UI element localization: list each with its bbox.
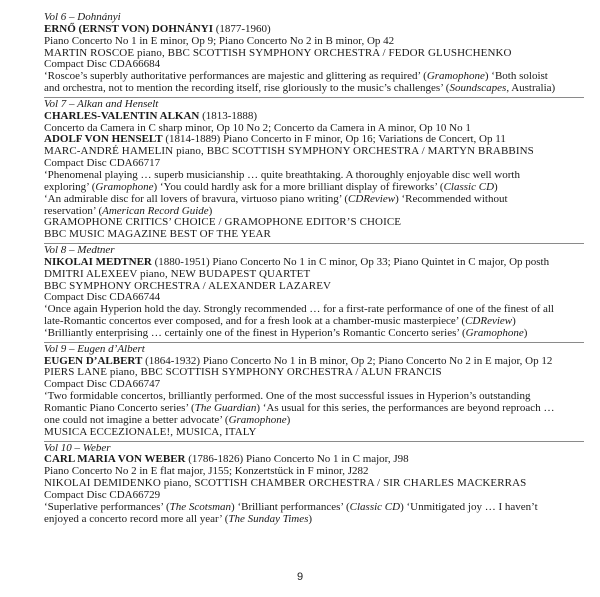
composer-line bbox=[44, 257, 584, 269]
composer-details: (1877-1960) bbox=[212, 22, 271, 35]
composer-name: ERNŐ (ERNST VON) DOHNÁNYI bbox=[44, 22, 213, 35]
divider-rule bbox=[44, 441, 584, 442]
composer-line bbox=[44, 111, 584, 123]
publication-name: The Scotsman bbox=[169, 500, 232, 513]
volume-entry bbox=[44, 342, 584, 439]
review-text: reservation’ ( bbox=[44, 204, 103, 217]
publication-name: CDReview bbox=[348, 192, 396, 205]
review-text: ) bbox=[523, 326, 528, 339]
divider-rule bbox=[44, 243, 584, 244]
composer-line bbox=[44, 24, 584, 36]
review-line bbox=[44, 83, 584, 95]
volume-entry bbox=[44, 441, 584, 526]
performers-line: MARC-ANDRÉ HAMELIN piano, BBC SCOTTISH SYMPHONY ORCHESTRA / MARTYN BRABBINS bbox=[44, 145, 534, 158]
review-text: ) ‘Both soloist bbox=[484, 70, 548, 83]
composer-name: EUGEN D’ALBERT bbox=[44, 354, 143, 367]
review-line bbox=[44, 415, 584, 427]
review-line bbox=[44, 514, 584, 526]
composer-details: (1880-1951) Piano Concerto No 1 in C minor, Op 33; Piano Quintet in C major, Op posth bbox=[151, 255, 550, 268]
review-line bbox=[44, 328, 584, 340]
review-text: Romantic Piano Concerto series’ ( bbox=[44, 402, 195, 414]
volume-entry bbox=[44, 243, 584, 340]
review-text: and orchestra, not to mention the recording itself, rise gloriously to the music’s challenges’ ( bbox=[44, 82, 450, 95]
performers-line: BBC SYMPHONY ORCHESTRA / ALEXANDER LAZAREV bbox=[44, 279, 332, 292]
volume-entry bbox=[44, 12, 584, 95]
volume-label: Vol 10 – Weber bbox=[44, 441, 111, 454]
award-line: MUSICA ECCEZIONALE!, MUSICA, ITALY bbox=[44, 425, 257, 438]
publication-name: The Guardian bbox=[194, 402, 257, 414]
review-text: ‘Superlative performances’ ( bbox=[44, 500, 170, 513]
works-line: Piano Concerto No 2 in E flat major, J155; Konzertstück in F minor, J282 bbox=[44, 465, 369, 478]
volume-label: Vol 9 – Eugen d’Albert bbox=[44, 342, 145, 355]
disc-number: Compact Disc CDA66729 bbox=[44, 488, 161, 501]
review-text: exploring’ ( bbox=[44, 180, 96, 193]
composer-name: CHARLES-VALENTIN ALKAN bbox=[44, 109, 200, 122]
composer-details: (1813-1888) bbox=[199, 109, 258, 122]
publication-name: The Sunday Times bbox=[228, 512, 309, 525]
disc-number: Compact Disc CDA66747 bbox=[44, 378, 161, 391]
composer-details: (1814-1889) Piano Concerto in F minor, Op 16; Variations de Concert, Op 11 bbox=[162, 133, 506, 146]
review-text: ‘An admirable disc for all lovers of bravura, virtuoso piano writing’ ( bbox=[44, 192, 349, 205]
review-text: ‘Two formidable concertos, brilliantly performed. One of the most successful issues in Hyperion’s outstanding bbox=[44, 390, 531, 403]
composer-details: (1864-1932) Piano Concerto No 1 in B minor, Op 2; Piano Concerto No 2 in E major, Op 12 bbox=[142, 354, 553, 367]
composer-name: NIKOLAI MEDTNER bbox=[44, 255, 152, 268]
publication-name: Gramophone bbox=[426, 70, 485, 83]
review-text: ) ‘As usual for this series, the performances are beyond reproach … bbox=[256, 402, 555, 414]
review-text: ) ‘Recommended without bbox=[395, 192, 508, 205]
performers-line: PIERS LANE piano, BBC SCOTTISH SYMPHONY ORCHESTRA / ALUN FRANCIS bbox=[44, 366, 442, 379]
review-text: ‘Brilliantly enterprising … certainly one of the finest in Hyperion’s Romantic Concerto series’ ( bbox=[44, 326, 466, 339]
works-line: Concerto da Camera in C sharp minor, Op 10 No 2; Concerto da Camera in A minor, Op 10 No 1 bbox=[44, 121, 471, 134]
performers-line: DMITRI ALEXEEV piano, NEW BUDAPEST QUARTET bbox=[44, 267, 311, 280]
award-line: BBC MUSIC MAGAZINE BEST OF THE YEAR bbox=[44, 228, 271, 241]
composer-name: CARL MARIA VON WEBER bbox=[44, 453, 186, 466]
review-text: ) bbox=[494, 180, 498, 193]
performers-line: MARTIN ROSCOE piano, BBC SCOTTISH SYMPHONY ORCHESTRA / FEDOR GLUSHCHENKO bbox=[44, 46, 512, 59]
composer-details: (1786-1826) Piano Concerto No 1 in C major, J98 bbox=[185, 453, 409, 466]
review-text: ) bbox=[308, 512, 313, 525]
publication-name: Soundscapes bbox=[449, 82, 507, 95]
review-text: ‘Roscoe’s superbly authoritative performances are majestic and glittering as required’ ( bbox=[44, 70, 427, 83]
review-text: ) ‘Unmitigated joy … I haven’t bbox=[400, 500, 538, 513]
catalogue-page bbox=[44, 12, 584, 525]
works-line: Piano Concerto No 1 in E minor, Op 9; Piano Concerto No 2 in B minor, Op 42 bbox=[44, 34, 395, 47]
review-text: ) bbox=[208, 204, 213, 217]
review-text: ‘Phenomenal playing … superb musicianship … quite breathtaking. A thoroughly enjoyable disc well worth bbox=[44, 168, 520, 181]
disc-number: Compact Disc CDA66717 bbox=[44, 157, 161, 170]
publication-name: CDReview bbox=[465, 315, 513, 328]
publication-name: Gramophone bbox=[95, 180, 154, 193]
performers-line: NIKOLAI DEMIDENKO piano, SCOTTISH CHAMBER ORCHESTRA / SIR CHARLES MACKERRAS bbox=[44, 477, 527, 490]
publication-name: American Record Guide bbox=[102, 204, 209, 217]
review-text: ) bbox=[512, 315, 516, 328]
award-line: GRAMOPHONE CRITICS’ CHOICE / GRAMOPHONE EDITOR’S CHOICE bbox=[44, 216, 402, 229]
review-text: ) ‘You could hardly ask for a more brilliant display of fireworks’ ( bbox=[153, 180, 444, 193]
composer-name: ADOLF VON HENSELT bbox=[44, 133, 163, 146]
volume-label: Vol 7 – Alkan and Henselt bbox=[44, 97, 159, 110]
volume-label: Vol 8 – Medtner bbox=[44, 244, 115, 257]
review-text: enjoyed a concerto record more all year’ ( bbox=[44, 512, 229, 525]
review-text: ) bbox=[286, 413, 291, 426]
publication-name: Gramophone bbox=[228, 413, 287, 426]
disc-number: Compact Disc CDA66744 bbox=[44, 291, 161, 304]
disc-number: Compact Disc CDA66684 bbox=[44, 58, 161, 71]
review-text: ‘Once again Hyperion hold the day. Strongly recommended … for a first-rate performance of one of the finest of all bbox=[44, 303, 554, 316]
publication-name: Gramophone bbox=[465, 326, 524, 339]
page-number: 9 bbox=[296, 571, 304, 583]
review-text: one could not imagine a better advocate’ ( bbox=[44, 413, 229, 426]
publication-name: Classic CD bbox=[349, 500, 401, 513]
review-text: , Australia) bbox=[506, 82, 556, 95]
publication-name: Classic CD bbox=[443, 180, 495, 193]
volume-entry bbox=[44, 97, 584, 241]
review-text: ) ‘Brilliant performances’ ( bbox=[231, 500, 350, 513]
volume-label: Vol 6 – Dohnányi bbox=[44, 11, 121, 23]
review-text: late-Romantic concertos ever composed, and for a fresh look at a chamber-music masterpiece’ ( bbox=[44, 315, 466, 328]
